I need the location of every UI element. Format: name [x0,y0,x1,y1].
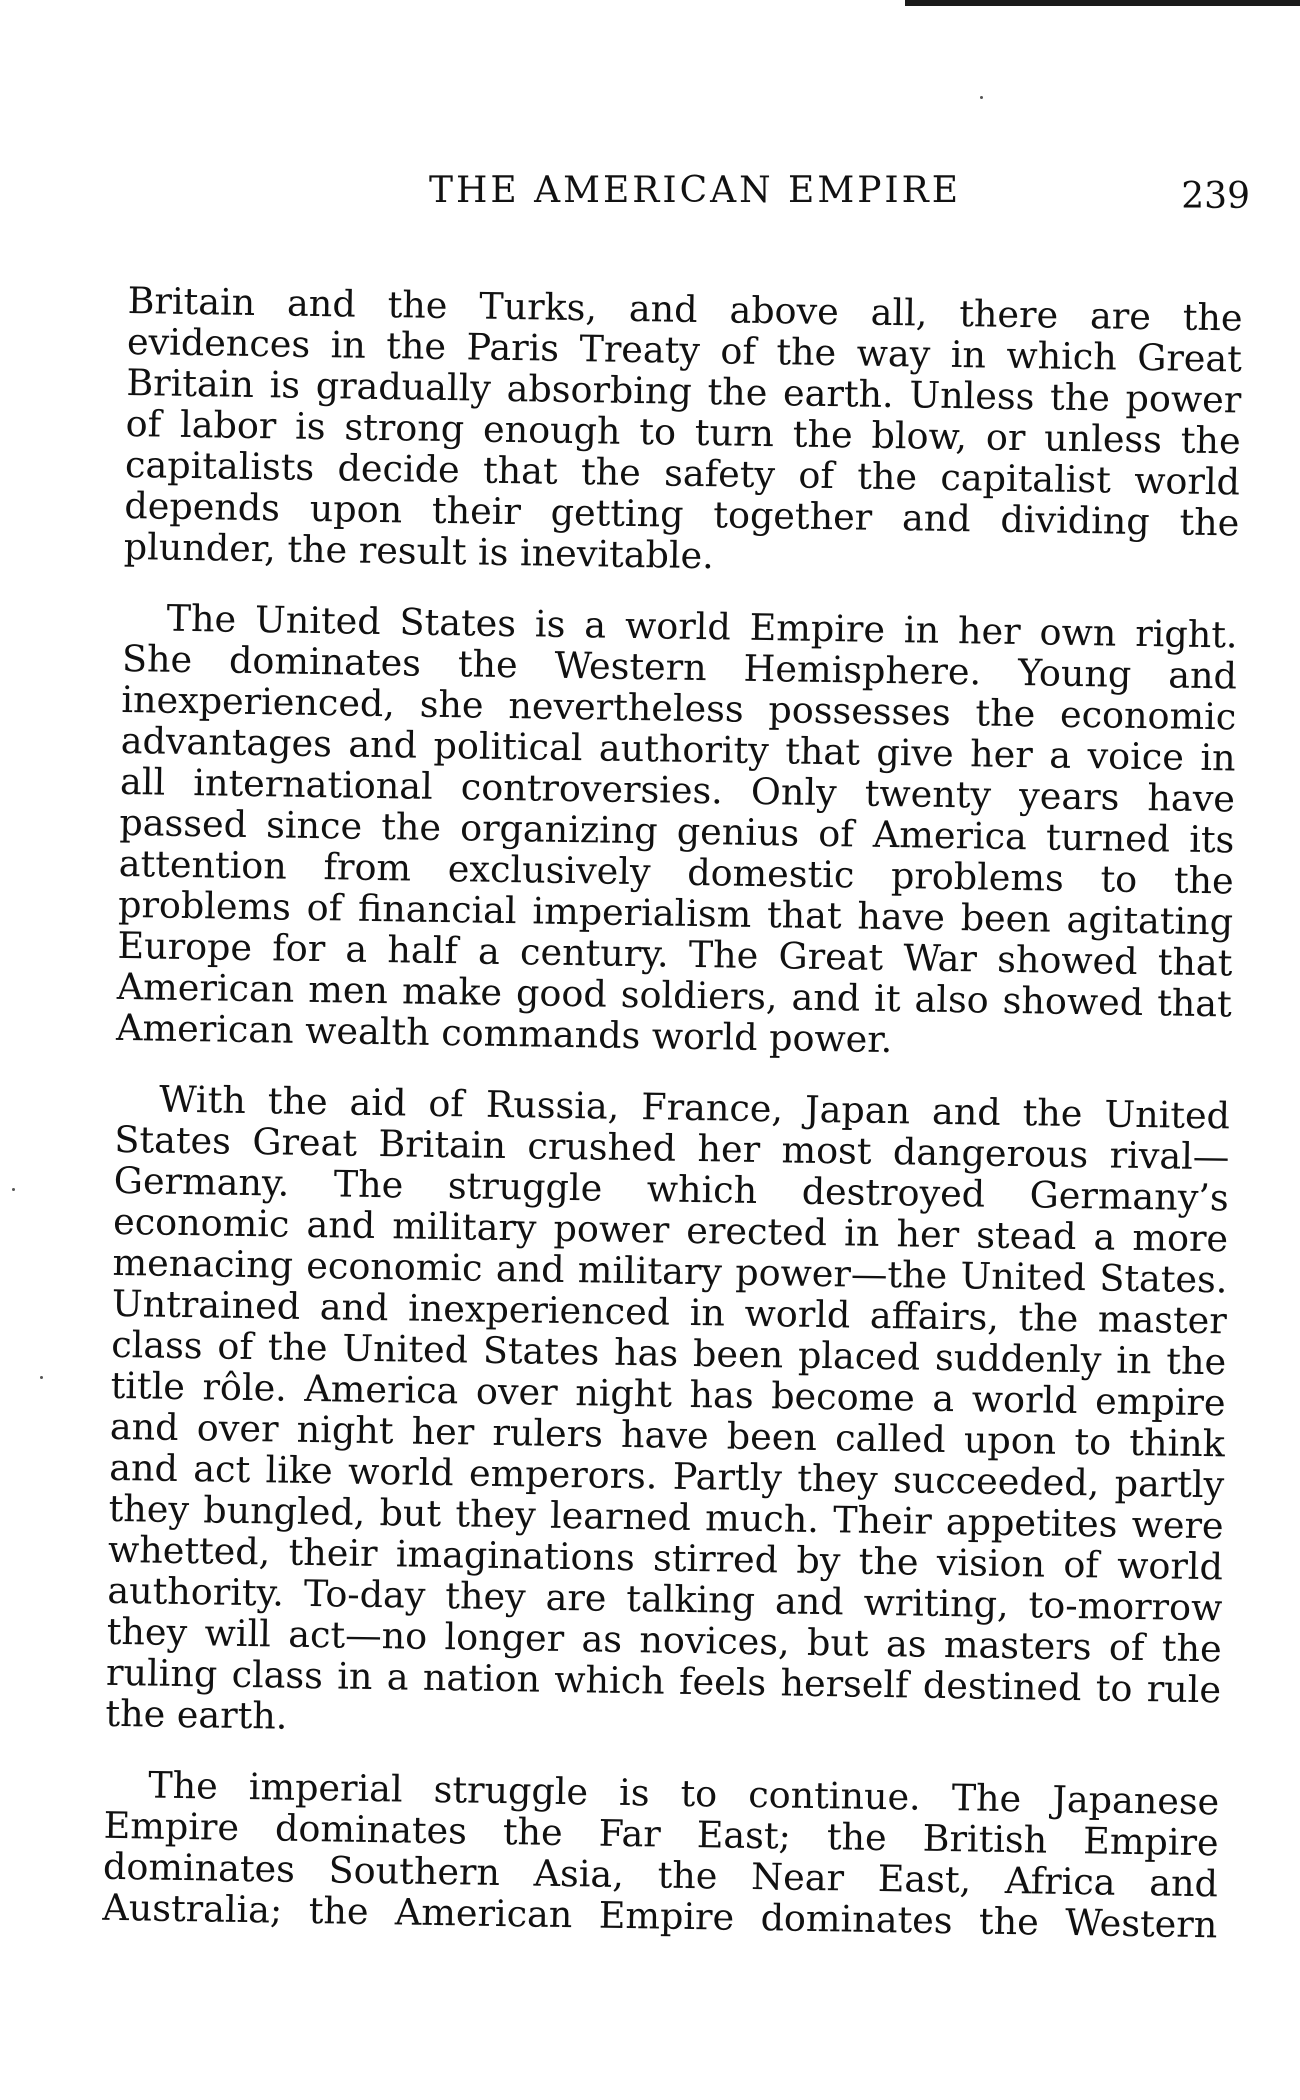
page-number: 239 [1181,176,1250,217]
scan-speck [980,96,983,99]
paragraph: The imperial struggle is to continue. The Japanese Empire dominates the Far East; the British Empire dominates Southern Asia, the Near East, Africa and Australia; the American Empire dominates the Western [102,1763,1220,1947]
paragraph: With the aid of Russia, France, Japan and the United States Great Britain crushed her most dangerous rival—Germany. The struggle which destroyed Germany’s economic and military power erected in her stead a more menacing economic and military power—the United States. Untrained and inexperienced in world affairs, the master class of the United States has been placed suddenly in the title rôle. America over night has become a world empire and over night her rulers have been called upon to think and act like world emperors. Partly they succeeded, partly they bungled, but they learned much. Their appetites were whetted, their imaginations stirred by the vision of world authority. To-day they are talking and writing, to-morrow they will act—no longer as novices, but as masters of the ruling class in a nation which feels herself destined to rule the earth. [105,1077,1231,1738]
scan-speck [40,1376,43,1379]
running-title: THE AMERICAN EMPIRE [428,170,962,211]
paragraph-continued: Britain and the Turks, and above all, there are the evidences in the Paris Treaty of the way in which Great Britain is gradually absorbing the earth. Unless the power of labor is strong enough to turn the blow, or unless the capitalists decide that the safety of the capitalist world depends upon their getting together and dividing the plunder, the result is inevitable. [123,279,1243,578]
page-header [140,170,1250,230]
scan-speck [12,1188,15,1191]
body-text [102,280,1243,1945]
paragraph: The United States is a world Empire in her own right. She dominates the Western Hemisphere. Young and inexperienced, she nevertheless possesses the economic advantages and political authority that give her a voice in all international controversies. Only twenty years have passed since the organizing genius of America turned its attention from exclusively domestic problems to the problems of financial imperialism that have been agitating Europe for a half a century. The Great War showed that American men make good soldiers, and it also showed that American wealth commands world power. [115,596,1238,1062]
top-edge-rule [905,0,1300,6]
